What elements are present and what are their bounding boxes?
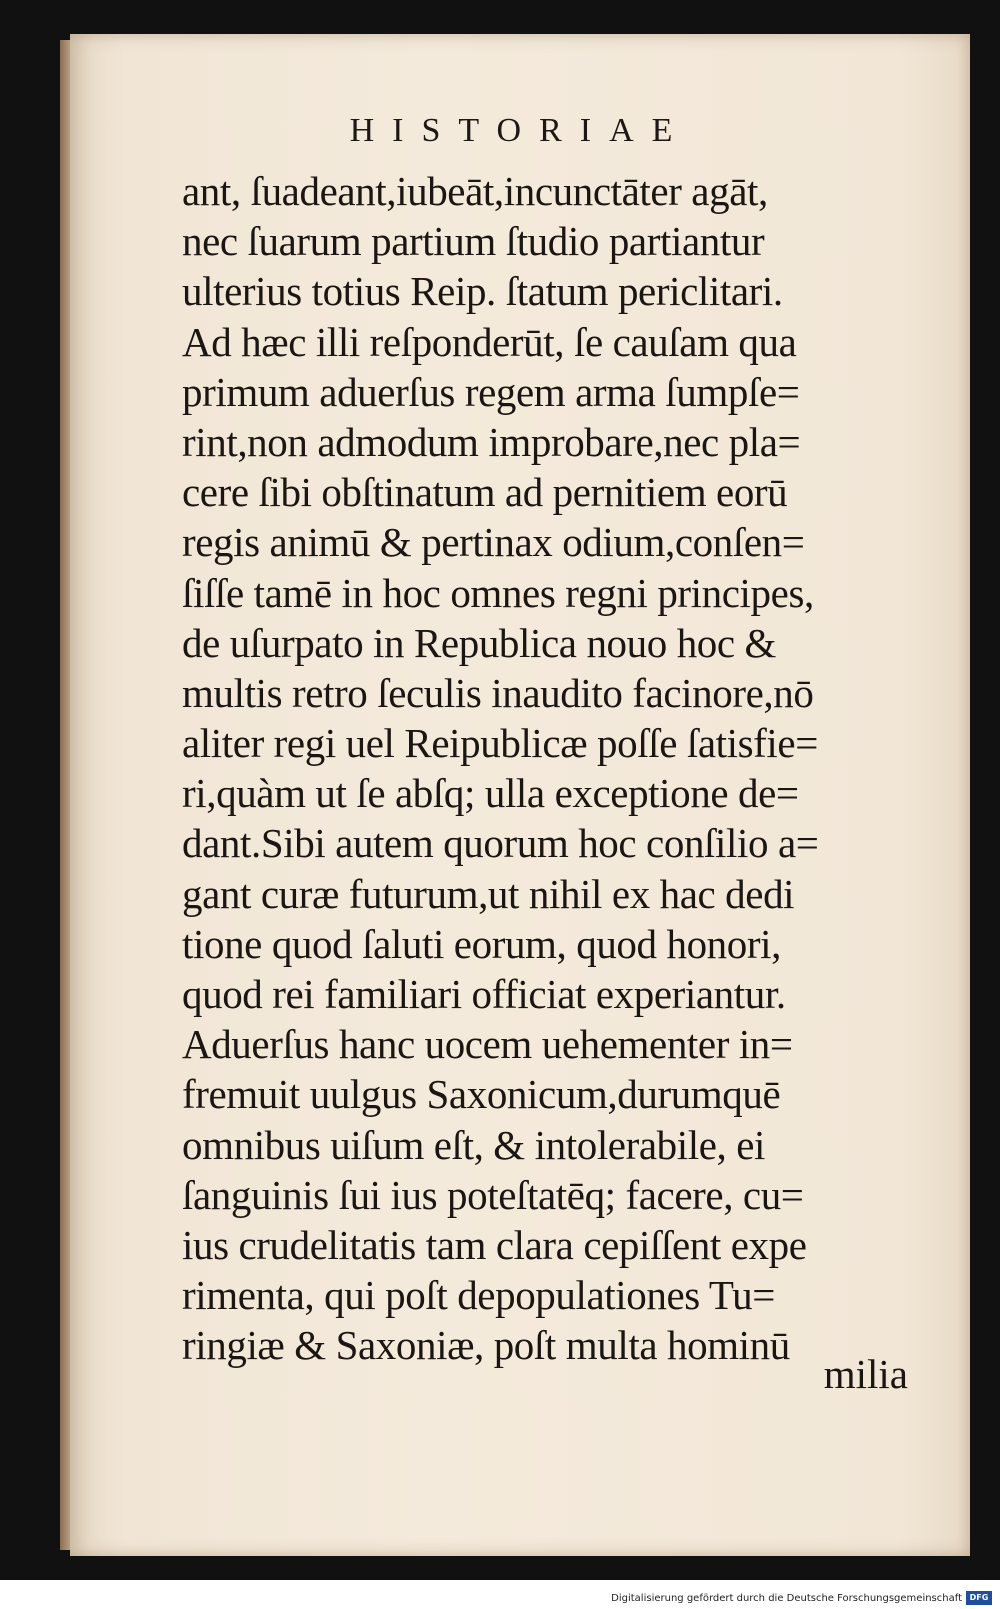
text-line: multis retro ſeculis inaudito facinore,nō bbox=[182, 669, 814, 716]
text-line: regis animū & pertinax odium,conſen= bbox=[182, 519, 805, 566]
text-line: gant curæ futurum,ut nihil ex hac dedi bbox=[182, 870, 795, 917]
dfg-logo: DFG bbox=[966, 1591, 992, 1605]
text-line: de uſurpato in Republica nouo hoc & bbox=[182, 619, 777, 666]
catchword: milia bbox=[823, 1351, 908, 1397]
text-line: omnibus uiſum eſt, & intolerabile, ei bbox=[182, 1121, 766, 1168]
text-line: dant.Sibi autem quorum hoc conſilio a= bbox=[182, 820, 819, 867]
book-page bbox=[70, 34, 970, 1556]
text-line: ius crudelitatis tam clara cepiſſent expe bbox=[182, 1221, 807, 1268]
text-line: ulterius totius Reip. ſtatum periclitari. bbox=[182, 268, 783, 315]
text-line: primum aduerſus regem arma ſumpſe= bbox=[182, 368, 800, 415]
text-line: quod rei familiari officiat experiantur. bbox=[182, 971, 786, 1017]
text-line: ſanguinis ſui ius poteſtatēq; facere, cu= bbox=[182, 1171, 804, 1218]
text-line: cere ſibi obſtinatum ad pernitiem eorū bbox=[182, 469, 788, 516]
text-line: ant, ſuadeant,iubeāt,incunctāter agāt, bbox=[182, 168, 768, 214]
text-line: Ad hæc illi reſponderūt, ſe cauſam qua bbox=[182, 318, 797, 365]
text-line: aliter regi uel Reipublicæ poſſe ſatisfie= bbox=[182, 720, 818, 767]
text-line: ri,quàm ut ſe abſq; ulla exceptione de= bbox=[182, 770, 799, 817]
text-line: Aduerſus hanc uocem uehementer in= bbox=[182, 1021, 793, 1068]
footer-credit: Digitalisierung gefördert durch die Deutsche Forschungsgemeinschaft bbox=[611, 1593, 962, 1604]
text-line: rimenta, qui poſt depopulationes Tu= bbox=[182, 1272, 775, 1319]
text-line: nec ſuarum partium ſtudio partiantur bbox=[182, 218, 765, 265]
text-line: fremuit uulgus Saxonicum,durumquē bbox=[182, 1071, 781, 1118]
text-block bbox=[182, 166, 942, 1371]
running-head: HISTORIAE bbox=[349, 112, 691, 149]
text-line: ſiſſe tamē in hoc omnes regni principes, bbox=[182, 569, 814, 616]
text-line: ringiæ & Saxoniæ, poſt multa hominū bbox=[182, 1322, 790, 1369]
text-line: rint,non admodum improbare,nec pla= bbox=[182, 418, 801, 465]
text-line: tione quod ſaluti eorum, quod honori, bbox=[182, 920, 781, 967]
